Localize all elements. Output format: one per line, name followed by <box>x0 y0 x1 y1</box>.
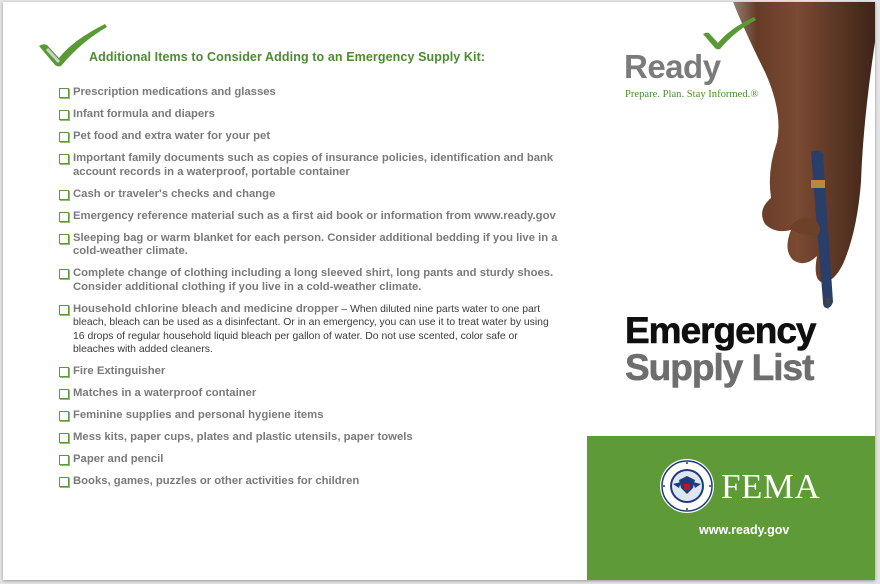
item-label: Fire Extinguisher <box>73 365 166 378</box>
brand-name: Ready <box>624 48 721 85</box>
checklist-item <box>59 303 559 357</box>
item-label: Emergency reference material such as a first aid book or information from www.ready.gov <box>73 209 556 222</box>
checklist-item <box>59 409 559 423</box>
item-label: Mess kits, paper cups, plates and plastic utensils, paper towels <box>73 431 413 444</box>
checklist-item <box>59 188 559 202</box>
agency-panel <box>587 436 875 580</box>
checkmark-icon <box>701 16 757 50</box>
checkbox-icon <box>59 234 69 244</box>
title-line-2: Supply List <box>625 347 814 388</box>
item-label: Books, games, puzzles or other activities for children <box>73 475 360 488</box>
checkbox-icon <box>59 367 69 377</box>
item-label: Household chlorine bleach and medicine dropper <box>73 302 339 315</box>
agency-name: FEMA <box>721 467 821 506</box>
checklist-item <box>59 152 559 179</box>
checklist-item <box>59 387 559 401</box>
checkbox-icon <box>59 154 69 164</box>
checklist-item <box>59 130 559 144</box>
item-label: Infant formula and diapers <box>73 107 215 120</box>
website-link[interactable]: www.ready.gov <box>699 523 790 537</box>
item-label: Pet food and extra water for your pet <box>73 129 271 142</box>
item-label: Sleeping bag or warm blanket for each person. Consider additional bedding if you live in a cold-weather climate. <box>73 231 558 258</box>
checkbox-icon <box>59 88 69 98</box>
list-heading: Additional Items to Consider Adding to an Emergency Supply Kit: <box>89 50 486 64</box>
checklist-item <box>59 365 559 379</box>
dhs-seal-icon <box>659 458 715 514</box>
item-label: Feminine supplies and personal hygiene items <box>73 409 324 422</box>
flyer-page <box>3 2 875 580</box>
item-detail: – When diluted nine parts water to one part bleach, bleach can be used as a disinfectant. Or in an emergency, you can use it to treat water by using 16 drops of regular household liquid bleach per gallon of water. Do not use scented, color safe or bleaches with added cleaners. <box>73 303 549 356</box>
checkbox-icon <box>59 389 69 399</box>
title-line-1: Emergency <box>625 310 816 351</box>
item-label: Cash or traveler's checks and change <box>73 187 276 200</box>
item-label: Matches in a waterproof container <box>73 387 257 400</box>
checkbox-icon <box>59 433 69 443</box>
checklist-item <box>59 453 559 467</box>
checkbox-icon <box>59 305 69 315</box>
checklist-item <box>59 232 559 259</box>
checkbox-icon <box>59 110 69 120</box>
checklist-item <box>59 86 559 100</box>
checkbox-icon <box>59 477 69 487</box>
item-label: Prescription medications and glasses <box>73 86 276 98</box>
checkbox-icon <box>59 212 69 222</box>
item-label: Paper and pencil <box>73 453 164 466</box>
supply-item-list <box>59 86 559 497</box>
checklist-item <box>59 267 559 294</box>
brand-tagline: Prepare. Plan. Stay Informed.® <box>625 89 759 100</box>
checklist-item <box>59 108 559 122</box>
item-label: Complete change of clothing including a long sleeved shirt, long pants and sturdy shoes. Consider additional clothing if you live in a cold-weather climate. <box>73 267 554 293</box>
item-label: Important family documents such as copies of insurance policies, identification and bank account records in a waterproof, portable container <box>73 151 554 178</box>
checkbox-icon <box>59 455 69 465</box>
checklist-item <box>59 475 559 489</box>
checkbox-icon <box>59 411 69 421</box>
checkbox-icon <box>59 269 69 279</box>
checkbox-icon <box>59 132 69 142</box>
checklist-item <box>59 431 559 445</box>
checkbox-icon <box>59 190 69 200</box>
checklist-item <box>59 210 559 224</box>
